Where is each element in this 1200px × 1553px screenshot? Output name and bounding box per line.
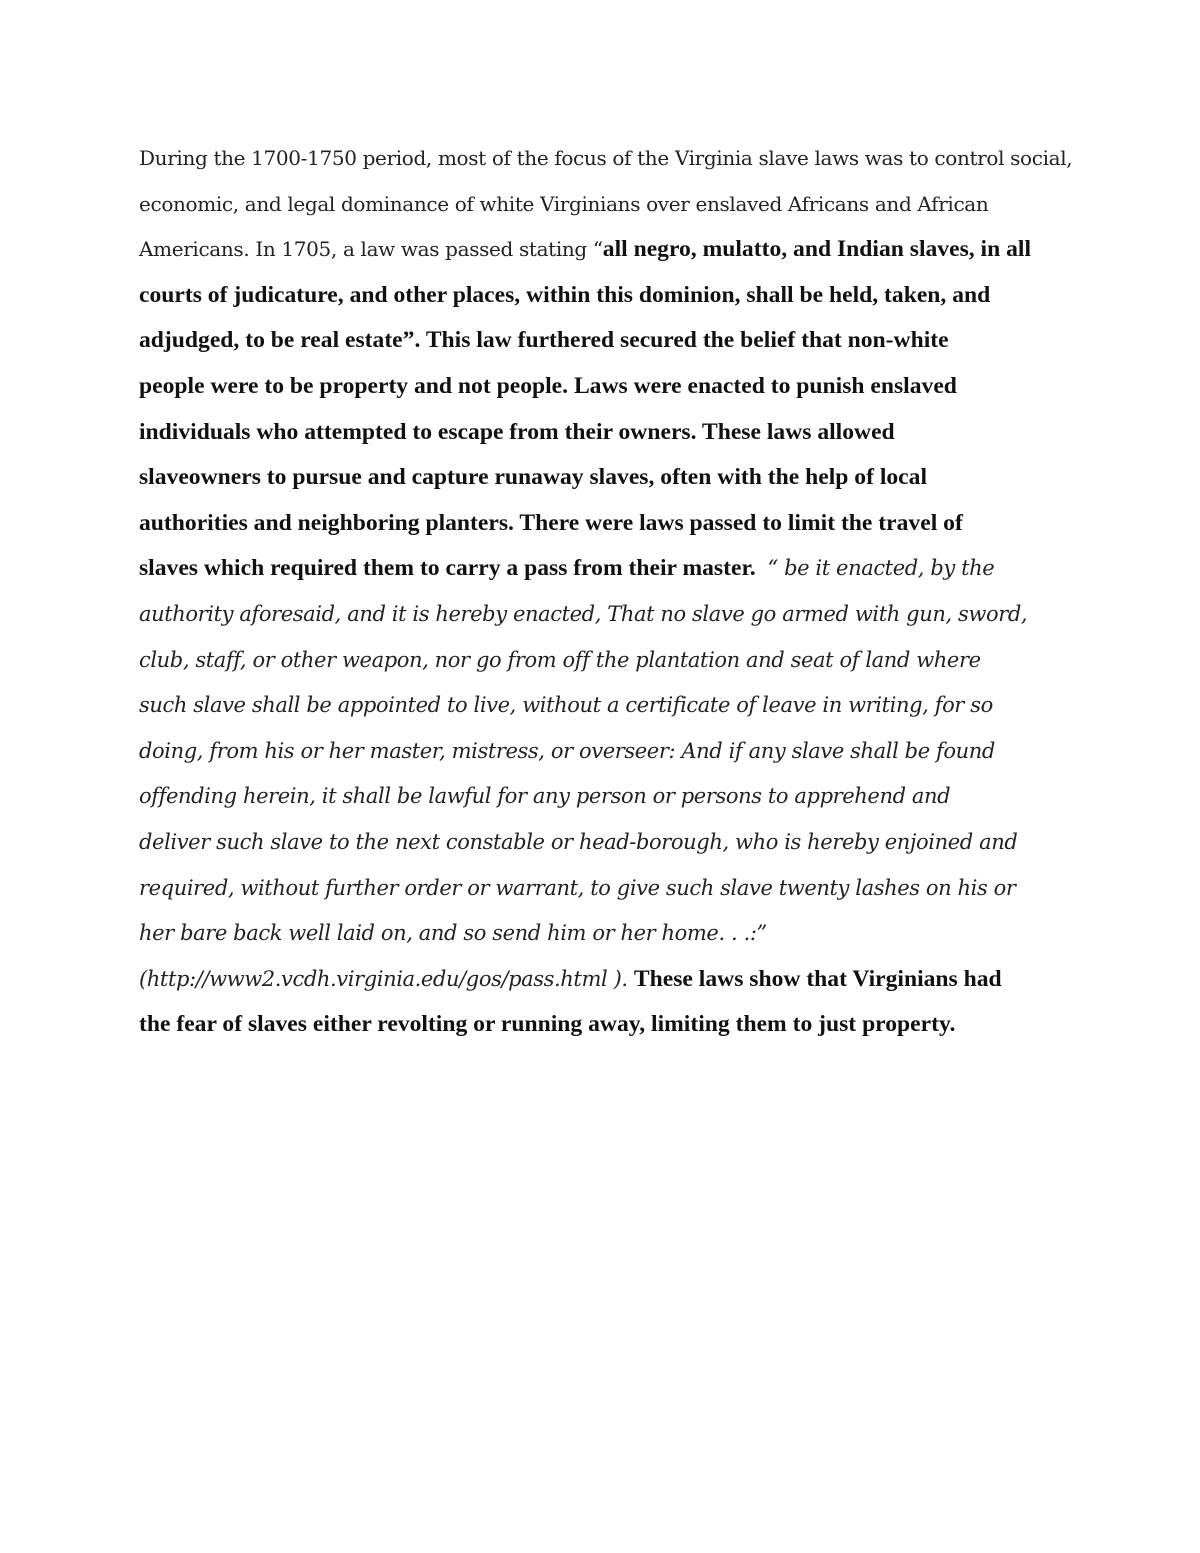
text-segment: club, staff, or other weapon, nor go from off the plantation and seat of land where bbox=[139, 647, 981, 672]
text-line-20 bbox=[139, 1002, 1069, 1048]
text-line-5 bbox=[139, 318, 1069, 364]
essay-paragraph bbox=[139, 136, 1073, 1048]
text-line-17 bbox=[139, 866, 1069, 912]
text-line-16 bbox=[139, 820, 1069, 866]
quoted-law-italic: “ be it enacted, by the bbox=[767, 556, 995, 581]
text-segment: economic, and legal dominance of white Virginians over enslaved Africans and African bbox=[139, 191, 989, 216]
text-line-2 bbox=[139, 182, 1069, 228]
text-segment: people were to be property and not people. Laws were enacted to punish enslaved bbox=[139, 372, 957, 399]
text-segment: such slave shall be appointed to live, without a certificate of leave in writing, for so bbox=[139, 693, 993, 718]
text-segment: These laws show that Virginians had bbox=[633, 965, 1002, 992]
text-line-18 bbox=[139, 911, 1069, 957]
text-segment: deliver such slave to the next constable or head-borough, who is hereby enjoined and bbox=[139, 829, 1018, 854]
text-line-9 bbox=[139, 501, 1069, 547]
text-segment: authority aforesaid, and it is hereby enacted, That no slave go armed with gun, sword, bbox=[139, 601, 1028, 626]
text-line-11 bbox=[139, 592, 1069, 638]
text-segment: her bare back well laid on, and so send him or her home. . .:” bbox=[139, 921, 767, 946]
text-line-13 bbox=[139, 683, 1069, 729]
text-line-4 bbox=[139, 273, 1069, 319]
text-segment: During the 1700-1750 period, most of the focus of the Virginia slave laws was to control social, bbox=[139, 146, 1073, 170]
text-line-7 bbox=[139, 410, 1069, 456]
text-line-1 bbox=[139, 136, 1073, 182]
text-segment: required, without further order or warrant, to give such slave twenty lashes on his or bbox=[139, 875, 1016, 900]
text-line-19 bbox=[139, 957, 1069, 1003]
text-segment: adjudged, to be real estate”. This law furthered secured the belief that non-white bbox=[139, 327, 949, 354]
text-segment: slaveowners to pursue and capture runaway slaves, often with the help of local bbox=[139, 464, 927, 491]
text-segment: doing, from his or her master, mistress, or overseer: And if any slave shall be found bbox=[139, 738, 995, 763]
text-segment: authorities and neighboring planters. There were laws passed to limit the travel of bbox=[139, 509, 963, 536]
text-line-12 bbox=[139, 638, 1069, 684]
quoted-law-text: all negro, mulatto, and Indian slaves, in all bbox=[602, 236, 1032, 263]
text-segment: offending herein, it shall be lawful for any person or persons to apprehend and bbox=[139, 784, 951, 809]
text-line-14 bbox=[139, 729, 1069, 775]
text-segment: slaves which required them to carry a pass from their master. bbox=[139, 555, 768, 582]
text-line-3 bbox=[139, 227, 1069, 273]
text-line-15 bbox=[139, 774, 1069, 820]
citation-url: (http://www2.vcdh.virginia.edu/gos/pass.html ). bbox=[139, 966, 634, 991]
text-segment: courts of judicature, and other places, within this dominion, shall be held, taken, and bbox=[139, 281, 991, 308]
text-line-10 bbox=[139, 546, 1069, 592]
text-segment: Americans. In 1705, a law was passed stating “ bbox=[139, 237, 603, 262]
text-segment: individuals who attempted to escape from their owners. These laws allowed bbox=[139, 418, 895, 445]
text-line-8 bbox=[139, 455, 1069, 501]
text-line-6 bbox=[139, 364, 1069, 410]
text-segment: the fear of slaves either revolting or running away, limiting them to just property. bbox=[139, 1011, 956, 1038]
